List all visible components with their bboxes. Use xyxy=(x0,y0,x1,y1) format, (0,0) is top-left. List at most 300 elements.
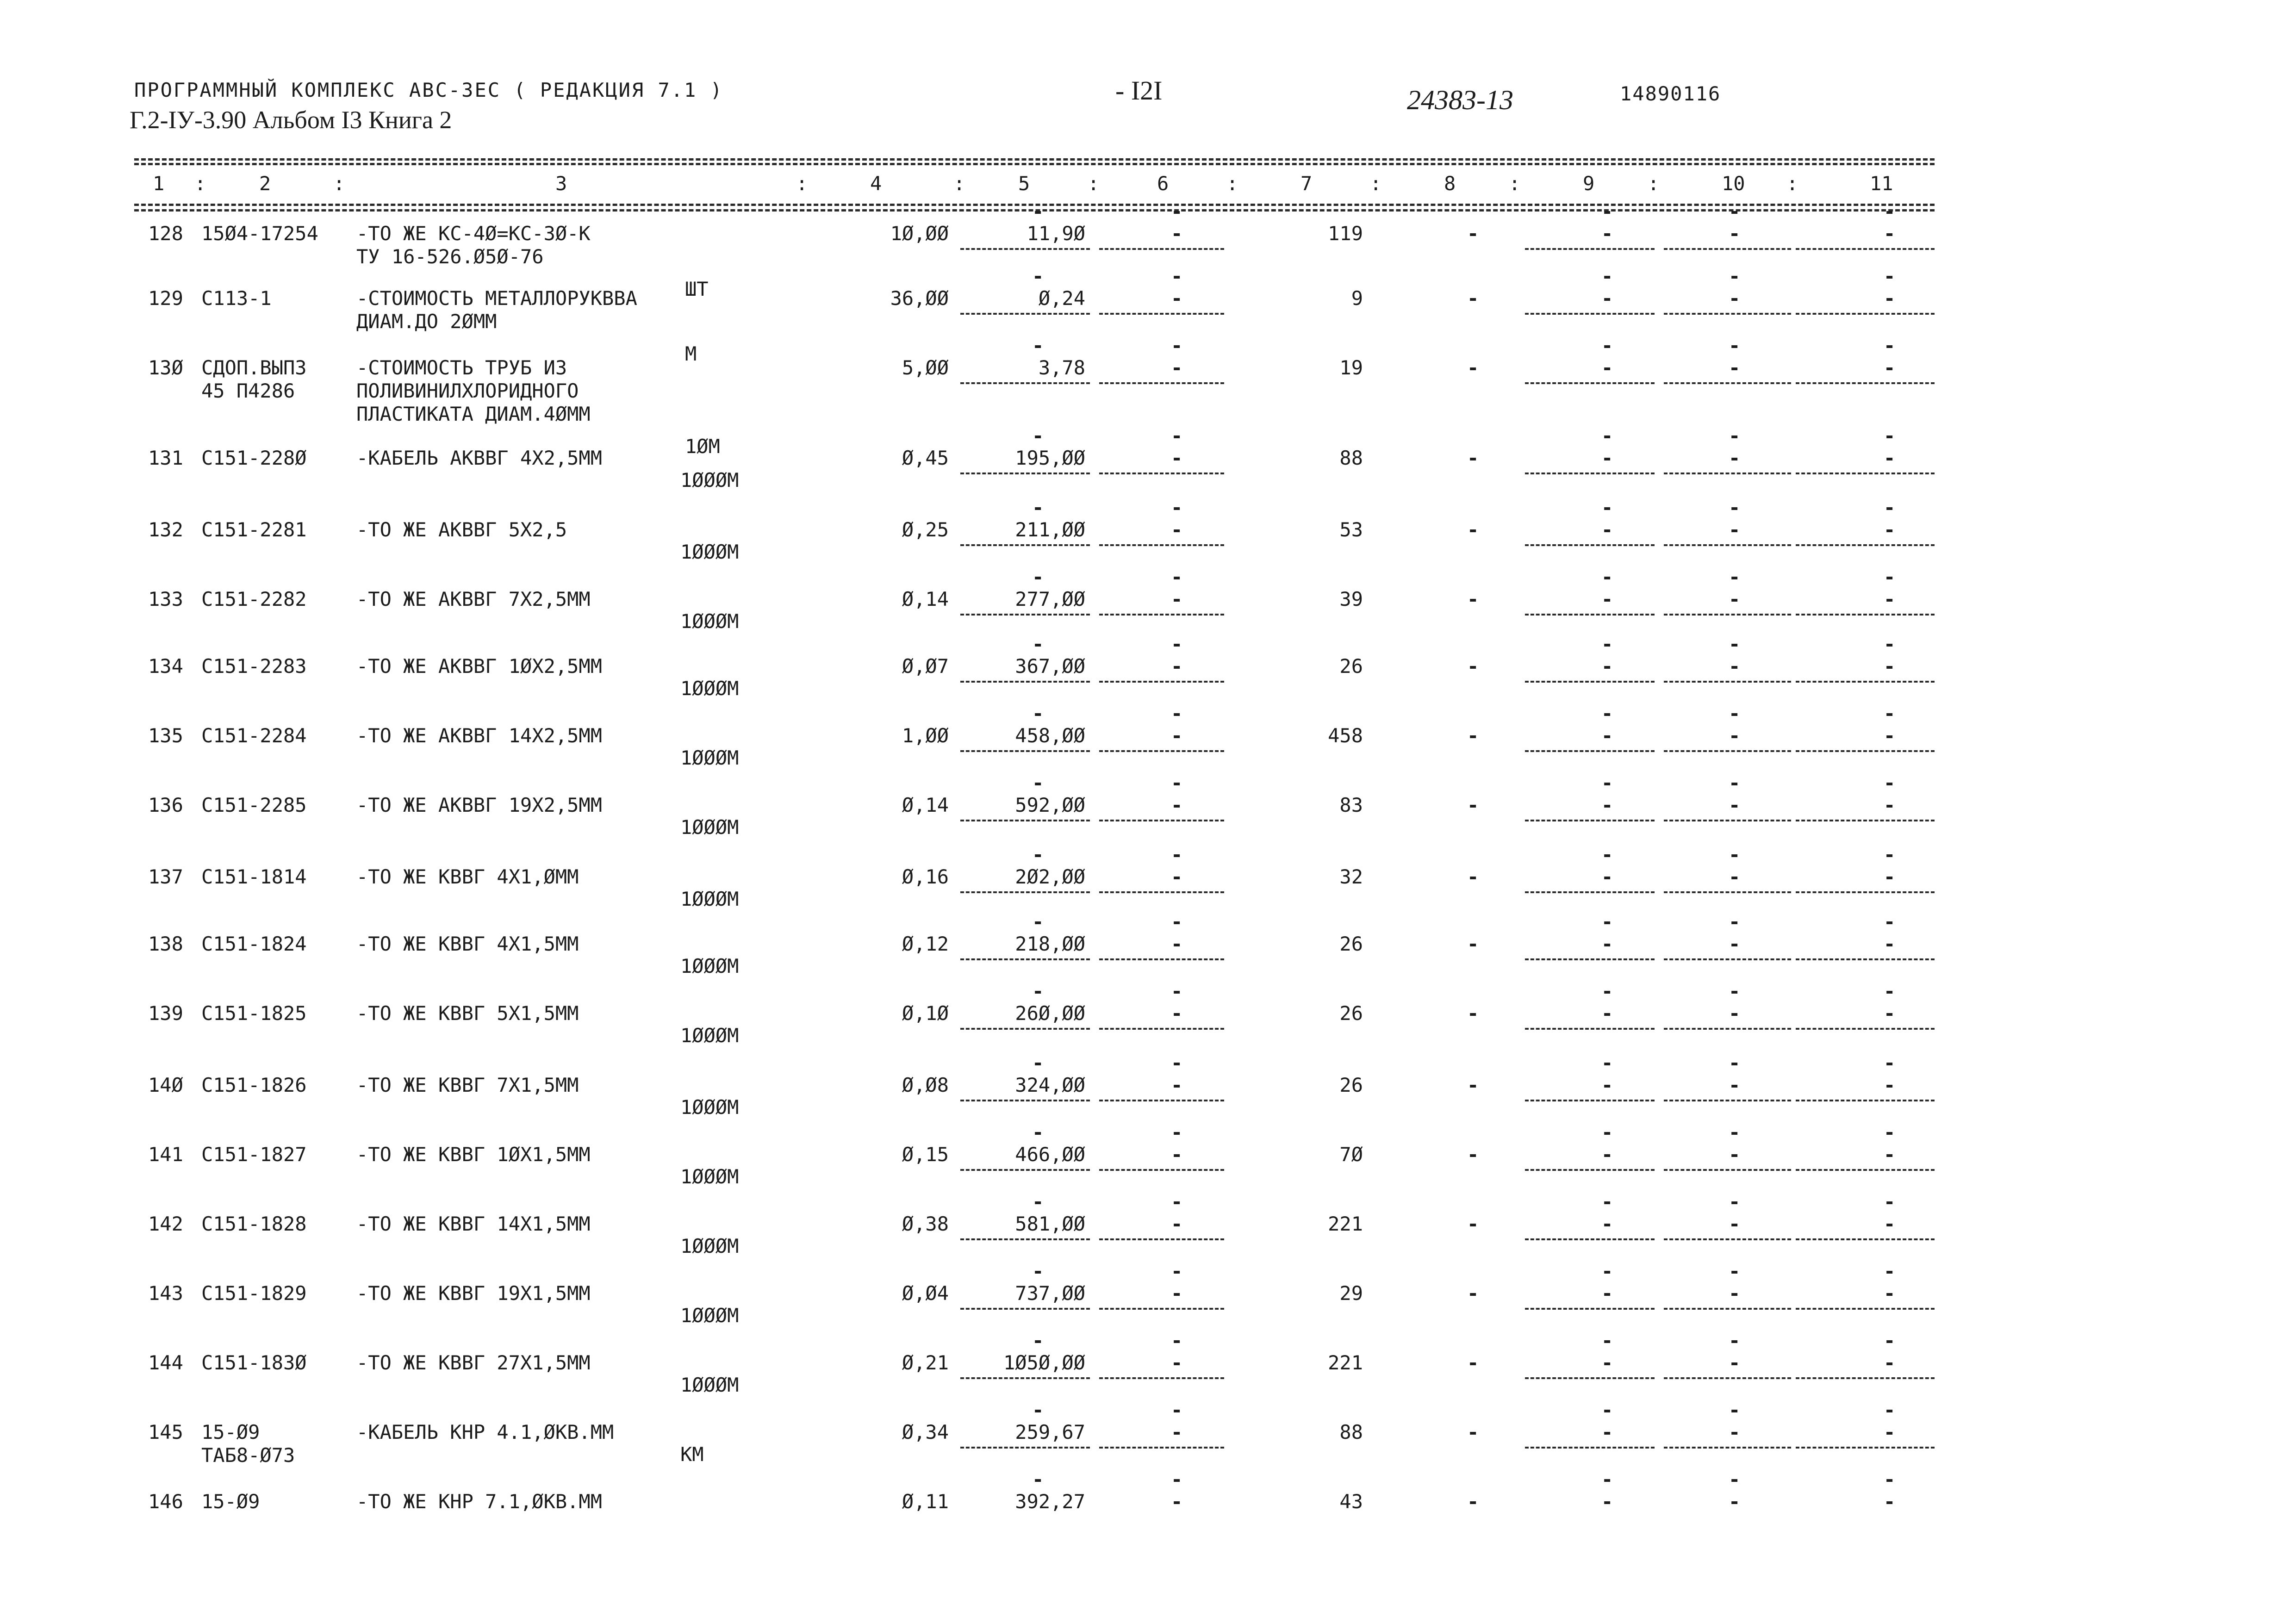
row-col8-dash: - xyxy=(1467,447,1479,469)
row-col11-dash: - xyxy=(1884,794,1896,816)
row-description: -КАБЕЛЬ КНР 4.1,ØКВ.ММ xyxy=(356,1421,614,1443)
column-header-13: : xyxy=(1370,172,1382,195)
row-separator xyxy=(1796,958,1935,960)
row-code: С151-2283 xyxy=(201,655,307,678)
row-total: 19 xyxy=(1339,356,1363,379)
row-col6-dash: - xyxy=(1171,1121,1183,1144)
row-col9-dash: - xyxy=(1601,265,1613,287)
row-col9-dash: - xyxy=(1601,724,1613,747)
row-number: 13Ø xyxy=(148,356,183,379)
row-col11-dash: - xyxy=(1884,865,1896,888)
row-separator xyxy=(960,544,1090,546)
row-quantity: Ø,15 xyxy=(902,1143,949,1166)
row-unit: ШТ xyxy=(685,278,709,300)
row-total: 119 xyxy=(1328,222,1363,245)
row-col9-dash: - xyxy=(1601,588,1613,610)
row-col10-dash: - xyxy=(1729,910,1741,933)
row-separator xyxy=(1664,1100,1791,1101)
table-row xyxy=(0,496,2296,588)
row-separator xyxy=(1099,248,1224,250)
row-col10-dash: - xyxy=(1729,633,1741,655)
row-price: 1Ø5Ø,ØØ xyxy=(1003,1351,1085,1374)
row-col6-dash: - xyxy=(1171,933,1183,955)
row-unit: 1ØØØМ xyxy=(680,955,739,977)
row-quantity: 36,ØØ xyxy=(890,287,949,310)
row-col8-dash: - xyxy=(1467,1351,1479,1374)
row-price: 392,27 xyxy=(1015,1490,1085,1513)
row-col10-dash: - xyxy=(1729,1399,1741,1421)
row-col6-dash: - xyxy=(1171,724,1183,747)
table-row xyxy=(0,1399,2296,1490)
row-col9-dash: - xyxy=(1601,1282,1613,1305)
row-col9-dash: - xyxy=(1601,794,1613,816)
row-col5-dash: - xyxy=(1032,496,1044,519)
row-col6-dash: - xyxy=(1171,1399,1183,1421)
row-separator xyxy=(960,313,1090,315)
row-separator xyxy=(960,1028,1090,1030)
table-row xyxy=(0,1121,2296,1213)
row-col10-dash: - xyxy=(1729,518,1741,541)
table-row xyxy=(0,771,2296,863)
row-col6-dash: - xyxy=(1171,200,1183,223)
column-header-1: : xyxy=(194,172,206,195)
row-price: 195,ØØ xyxy=(1015,447,1085,469)
row-number: 133 xyxy=(148,588,183,610)
column-header-8: 5 xyxy=(1018,172,1030,195)
row-col10-dash: - xyxy=(1729,222,1741,245)
table-row xyxy=(0,1329,2296,1421)
row-col9-dash: - xyxy=(1601,1421,1613,1443)
row-separator xyxy=(1099,750,1224,752)
row-code: С151-1826 xyxy=(201,1074,307,1096)
row-separator xyxy=(1664,750,1791,752)
row-col8-dash: - xyxy=(1467,1282,1479,1305)
row-col10-dash: - xyxy=(1729,1329,1741,1352)
row-total: 221 xyxy=(1328,1351,1363,1374)
row-separator xyxy=(1099,1308,1224,1310)
row-col8-dash: - xyxy=(1467,1213,1479,1235)
row-quantity: Ø,16 xyxy=(902,865,949,888)
row-col11-dash: - xyxy=(1884,980,1896,1002)
table-row xyxy=(0,843,2296,935)
row-col11-dash: - xyxy=(1884,1074,1896,1096)
row-total: 7Ø xyxy=(1339,1143,1363,1166)
row-col9-dash: - xyxy=(1601,655,1613,678)
row-col10-dash: - xyxy=(1729,702,1741,725)
row-price: 211,ØØ xyxy=(1015,518,1085,541)
row-col5-dash: - xyxy=(1032,1329,1044,1352)
row-col6-dash: - xyxy=(1171,980,1183,1002)
row-separator xyxy=(1099,1169,1224,1171)
row-separator xyxy=(1525,614,1655,616)
row-col8-dash: - xyxy=(1467,1074,1479,1096)
row-col11-dash: - xyxy=(1884,702,1896,725)
row-price: 592,ØØ xyxy=(1015,794,1085,816)
row-col9-dash: - xyxy=(1601,287,1613,310)
row-col5-dash: - xyxy=(1032,1051,1044,1074)
row-quantity: Ø,34 xyxy=(902,1421,949,1443)
row-col6-dash: - xyxy=(1171,794,1183,816)
row-description: -ТО ЖЕ КВВГ 14Х1,5ММ xyxy=(356,1213,591,1235)
row-col10-dash: - xyxy=(1729,1468,1741,1491)
row-col5-dash: - xyxy=(1032,980,1044,1002)
row-col6-dash: - xyxy=(1171,1002,1183,1025)
row-code: ТАБ8-Ø73 xyxy=(201,1444,295,1467)
row-number: 145 xyxy=(148,1421,183,1443)
row-col9-dash: - xyxy=(1601,518,1613,541)
row-separator xyxy=(1099,313,1224,315)
row-col9-dash: - xyxy=(1601,980,1613,1002)
row-col9-dash: - xyxy=(1601,771,1613,794)
row-col9-dash: - xyxy=(1601,1490,1613,1513)
row-col9-dash: - xyxy=(1601,1329,1613,1352)
row-col10-dash: - xyxy=(1729,771,1741,794)
column-header-18: 10 xyxy=(1722,172,1745,195)
row-separator xyxy=(1796,891,1935,893)
row-col11-dash: - xyxy=(1884,1399,1896,1421)
row-col11-dash: - xyxy=(1884,496,1896,519)
row-code: С151-1827 xyxy=(201,1143,307,1166)
row-col9-dash: - xyxy=(1601,1260,1613,1282)
row-col6-dash: - xyxy=(1171,910,1183,933)
row-code: С151-1814 xyxy=(201,865,307,888)
row-col6-dash: - xyxy=(1171,447,1183,469)
row-separator xyxy=(1664,614,1791,616)
row-description: -ТО ЖЕ КС-4Ø=КС-3Ø-К xyxy=(356,222,591,245)
row-col11-dash: - xyxy=(1884,1351,1896,1374)
row-col9-dash: - xyxy=(1601,334,1613,357)
row-quantity: Ø,14 xyxy=(902,794,949,816)
row-col11-dash: - xyxy=(1884,222,1896,245)
row-col11-dash: - xyxy=(1884,356,1896,379)
table-row xyxy=(0,1260,2296,1351)
row-separator xyxy=(1664,1238,1791,1240)
row-quantity: Ø,21 xyxy=(902,1351,949,1374)
row-price: Ø,24 xyxy=(1038,287,1085,310)
row-separator xyxy=(1796,1447,1935,1449)
row-separator xyxy=(1664,958,1791,960)
row-col11-dash: - xyxy=(1884,1329,1896,1352)
column-header-4: 3 xyxy=(555,172,567,195)
row-description: ПЛАСТИКАТА ДИАМ.4ØММ xyxy=(356,403,591,425)
row-separator xyxy=(1796,1028,1935,1030)
row-description: -ТО ЖЕ АКВВГ 19Х2,5ММ xyxy=(356,794,603,816)
row-price: 218,ØØ xyxy=(1015,933,1085,955)
row-col8-dash: - xyxy=(1467,518,1479,541)
row-col5-dash: - xyxy=(1032,1399,1044,1421)
column-header-20: 11 xyxy=(1870,172,1893,195)
row-col11-dash: - xyxy=(1884,1143,1896,1166)
row-separator xyxy=(1099,473,1224,474)
row-description: -ТО ЖЕ АКВВГ 7Х2,5ММ xyxy=(356,588,591,610)
table-row xyxy=(0,265,2296,365)
row-separator xyxy=(1099,614,1224,616)
row-description: -ТО ЖЕ АКВВГ 5Х2,5 xyxy=(356,518,567,541)
row-separator xyxy=(1796,248,1935,250)
row-col5-dash: - xyxy=(1032,1190,1044,1213)
row-col11-dash: - xyxy=(1884,1282,1896,1305)
row-code: С113-1 xyxy=(201,287,272,310)
row-description: -ТО ЖЕ КВВГ 19Х1,5ММ xyxy=(356,1282,591,1305)
row-col9-dash: - xyxy=(1601,633,1613,655)
row-number: 137 xyxy=(148,865,183,888)
row-price: 26Ø,ØØ xyxy=(1015,1002,1085,1025)
row-quantity: 1Ø,ØØ xyxy=(890,222,949,245)
row-col6-dash: - xyxy=(1171,1143,1183,1166)
row-col8-dash: - xyxy=(1467,1421,1479,1443)
row-code: С151-2284 xyxy=(201,724,307,747)
row-col10-dash: - xyxy=(1729,334,1741,357)
row-separator xyxy=(1525,1377,1655,1379)
row-total: 39 xyxy=(1339,588,1363,610)
row-number: 142 xyxy=(148,1213,183,1235)
row-col10-dash: - xyxy=(1729,1121,1741,1144)
row-col6-dash: - xyxy=(1171,566,1183,588)
row-number: 135 xyxy=(148,724,183,747)
column-header-11: : xyxy=(1226,172,1238,195)
row-col8-dash: - xyxy=(1467,588,1479,610)
column-header-10: 6 xyxy=(1157,172,1169,195)
table-row xyxy=(0,980,2296,1071)
row-quantity: Ø,25 xyxy=(902,518,949,541)
row-unit: 1ØМ xyxy=(685,435,720,458)
row-col9-dash: - xyxy=(1601,1051,1613,1074)
row-col10-dash: - xyxy=(1729,1002,1741,1025)
row-col6-dash: - xyxy=(1171,424,1183,447)
row-col10-dash: - xyxy=(1729,287,1741,310)
row-col6-dash: - xyxy=(1171,496,1183,519)
row-col8-dash: - xyxy=(1467,933,1479,955)
row-code: С151-1825 xyxy=(201,1002,307,1025)
row-separator xyxy=(1525,1238,1655,1240)
row-separator xyxy=(960,681,1090,683)
row-total: 88 xyxy=(1339,1421,1363,1443)
row-separator xyxy=(1099,544,1224,546)
row-separator xyxy=(1099,958,1224,960)
row-col9-dash: - xyxy=(1601,910,1613,933)
row-unit: 1ØØØМ xyxy=(680,1304,739,1327)
row-col6-dash: - xyxy=(1171,1351,1183,1374)
row-separator xyxy=(1525,820,1655,821)
row-col11-dash: - xyxy=(1884,910,1896,933)
column-header-5: : xyxy=(796,172,808,195)
row-separator xyxy=(1664,544,1791,546)
row-col6-dash: - xyxy=(1171,1213,1183,1235)
row-code: СДОП.ВЫП3 xyxy=(201,356,307,379)
row-col5-dash: - xyxy=(1032,566,1044,588)
row-quantity: Ø,Ø7 xyxy=(902,655,949,678)
row-col6-dash: - xyxy=(1171,865,1183,888)
row-number: 134 xyxy=(148,655,183,678)
row-col9-dash: - xyxy=(1601,1399,1613,1421)
row-price: 367,ØØ xyxy=(1015,655,1085,678)
row-col11-dash: - xyxy=(1884,1260,1896,1282)
row-description: -ТО ЖЕ КВВГ 7Х1,5ММ xyxy=(356,1074,579,1096)
row-col6-dash: - xyxy=(1171,1282,1183,1305)
row-unit: 1ØØØМ xyxy=(680,541,739,563)
row-description: ТУ 16-526.Ø5Ø-76 xyxy=(356,245,544,268)
row-col11-dash: - xyxy=(1884,588,1896,610)
row-col8-dash: - xyxy=(1467,1002,1479,1025)
row-col6-dash: - xyxy=(1171,843,1183,866)
row-separator xyxy=(1664,1447,1791,1449)
row-col8-dash: - xyxy=(1467,655,1479,678)
row-separator xyxy=(1664,248,1791,250)
row-col11-dash: - xyxy=(1884,1490,1896,1513)
row-col11-dash: - xyxy=(1884,265,1896,287)
row-col11-dash: - xyxy=(1884,1213,1896,1235)
column-header-15: : xyxy=(1509,172,1521,195)
row-code: С151-1828 xyxy=(201,1213,307,1235)
row-unit: 1ØØØМ xyxy=(680,677,739,700)
row-number: 128 xyxy=(148,222,183,245)
row-col10-dash: - xyxy=(1729,980,1741,1002)
row-col10-dash: - xyxy=(1729,1143,1741,1166)
column-header-16: 9 xyxy=(1583,172,1595,195)
row-number: 131 xyxy=(148,447,183,469)
row-separator xyxy=(1099,681,1224,683)
row-number: 146 xyxy=(148,1490,183,1513)
row-col10-dash: - xyxy=(1729,933,1741,955)
row-separator xyxy=(1796,1100,1935,1101)
row-unit: 1ØØØМ xyxy=(680,888,739,910)
column-header-9: : xyxy=(1088,172,1100,195)
row-separator xyxy=(1796,313,1935,315)
row-separator xyxy=(1525,544,1655,546)
row-separator xyxy=(1796,1238,1935,1240)
row-col9-dash: - xyxy=(1601,865,1613,888)
row-code: С151-1829 xyxy=(201,1282,307,1305)
row-col10-dash: - xyxy=(1729,794,1741,816)
row-unit: 1ØØØМ xyxy=(680,816,739,839)
row-separator xyxy=(1099,891,1224,893)
row-col9-dash: - xyxy=(1601,702,1613,725)
row-col6-dash: - xyxy=(1171,1051,1183,1074)
row-col6-dash: - xyxy=(1171,518,1183,541)
row-col9-dash: - xyxy=(1601,843,1613,866)
row-code: С151-2282 xyxy=(201,588,307,610)
row-separator xyxy=(1796,473,1935,474)
row-col11-dash: - xyxy=(1884,1190,1896,1213)
row-col10-dash: - xyxy=(1729,655,1741,678)
row-col11-dash: - xyxy=(1884,424,1896,447)
row-quantity: 5,ØØ xyxy=(902,356,949,379)
row-col9-dash: - xyxy=(1601,1468,1613,1491)
row-total: 53 xyxy=(1339,518,1363,541)
row-separator xyxy=(1664,1308,1791,1310)
row-col8-dash: - xyxy=(1467,356,1479,379)
table-row xyxy=(0,1051,2296,1143)
row-separator xyxy=(1525,382,1655,384)
row-col5-dash: - xyxy=(1032,334,1044,357)
page-number: - I2I xyxy=(1115,75,1163,106)
table-row xyxy=(0,1468,2296,1560)
row-code: 45 П4286 xyxy=(201,379,295,402)
row-col6-dash: - xyxy=(1171,771,1183,794)
row-col5-dash: - xyxy=(1032,265,1044,287)
column-header-2: 2 xyxy=(259,172,271,195)
row-separator xyxy=(960,750,1090,752)
row-separator xyxy=(1525,248,1655,250)
column-header-7: : xyxy=(953,172,965,195)
row-price: 581,ØØ xyxy=(1015,1213,1085,1235)
row-col8-dash: - xyxy=(1467,287,1479,310)
row-separator xyxy=(1664,382,1791,384)
row-col6-dash: - xyxy=(1171,1260,1183,1282)
row-col5-dash: - xyxy=(1032,843,1044,866)
row-unit: КМ xyxy=(680,1443,704,1466)
row-col6-dash: - xyxy=(1171,1490,1183,1513)
row-col9-dash: - xyxy=(1601,1143,1613,1166)
row-description: -КАБЕЛЬ АКВВГ 4Х2,5ММ xyxy=(356,447,603,469)
row-col11-dash: - xyxy=(1884,1002,1896,1025)
row-price: 737,ØØ xyxy=(1015,1282,1085,1305)
row-total: 26 xyxy=(1339,1002,1363,1025)
row-col11-dash: - xyxy=(1884,655,1896,678)
row-number: 144 xyxy=(148,1351,183,1374)
row-separator xyxy=(1796,681,1935,683)
row-separator xyxy=(1664,681,1791,683)
row-col6-dash: - xyxy=(1171,1074,1183,1096)
row-col10-dash: - xyxy=(1729,843,1741,866)
row-total: 458 xyxy=(1328,724,1363,747)
row-total: 9 xyxy=(1351,287,1363,310)
row-unit: 1ØØØМ xyxy=(680,1024,739,1047)
row-col9-dash: - xyxy=(1601,496,1613,519)
row-price: 466,ØØ xyxy=(1015,1143,1085,1166)
row-col6-dash: - xyxy=(1171,356,1183,379)
row-separator xyxy=(960,1447,1090,1449)
row-quantity: 1,ØØ xyxy=(902,724,949,747)
row-description: -ТО ЖЕ КВВГ 27Х1,5ММ xyxy=(356,1351,591,1374)
row-code: С151-2285 xyxy=(201,794,307,816)
row-description: -СТОИМОСТЬ ТРУБ ИЗ xyxy=(356,356,567,379)
column-header-19: : xyxy=(1786,172,1798,195)
row-unit: М xyxy=(685,342,697,365)
row-number: 141 xyxy=(148,1143,183,1166)
row-unit: 1ØØØМ xyxy=(680,610,739,633)
row-col11-dash: - xyxy=(1884,1421,1896,1443)
row-col10-dash: - xyxy=(1729,447,1741,469)
row-col5-dash: - xyxy=(1032,633,1044,655)
table-row xyxy=(0,910,2296,1002)
row-separator xyxy=(1525,958,1655,960)
row-number: 14Ø xyxy=(148,1074,183,1096)
row-unit: 1ØØØМ xyxy=(680,1235,739,1257)
row-col10-dash: - xyxy=(1729,1074,1741,1096)
row-col8-dash: - xyxy=(1467,222,1479,245)
row-col11-dash: - xyxy=(1884,843,1896,866)
row-separator xyxy=(1664,313,1791,315)
row-separator xyxy=(1099,1377,1224,1379)
row-code: 15-Ø9 xyxy=(201,1421,260,1443)
row-col6-dash: - xyxy=(1171,1190,1183,1213)
row-col6-dash: - xyxy=(1171,633,1183,655)
row-col8-dash: - xyxy=(1467,1143,1479,1166)
row-separator xyxy=(1796,614,1935,616)
row-separator xyxy=(960,1100,1090,1101)
row-separator xyxy=(1525,313,1655,315)
row-number: 143 xyxy=(148,1282,183,1305)
row-col5-dash: - xyxy=(1032,424,1044,447)
row-total: 43 xyxy=(1339,1490,1363,1513)
row-separator xyxy=(1796,1377,1935,1379)
row-col10-dash: - xyxy=(1729,566,1741,588)
row-separator xyxy=(960,891,1090,893)
row-separator xyxy=(1525,681,1655,683)
row-unit: 1ØØØМ xyxy=(680,1165,739,1188)
row-total: 29 xyxy=(1339,1282,1363,1305)
